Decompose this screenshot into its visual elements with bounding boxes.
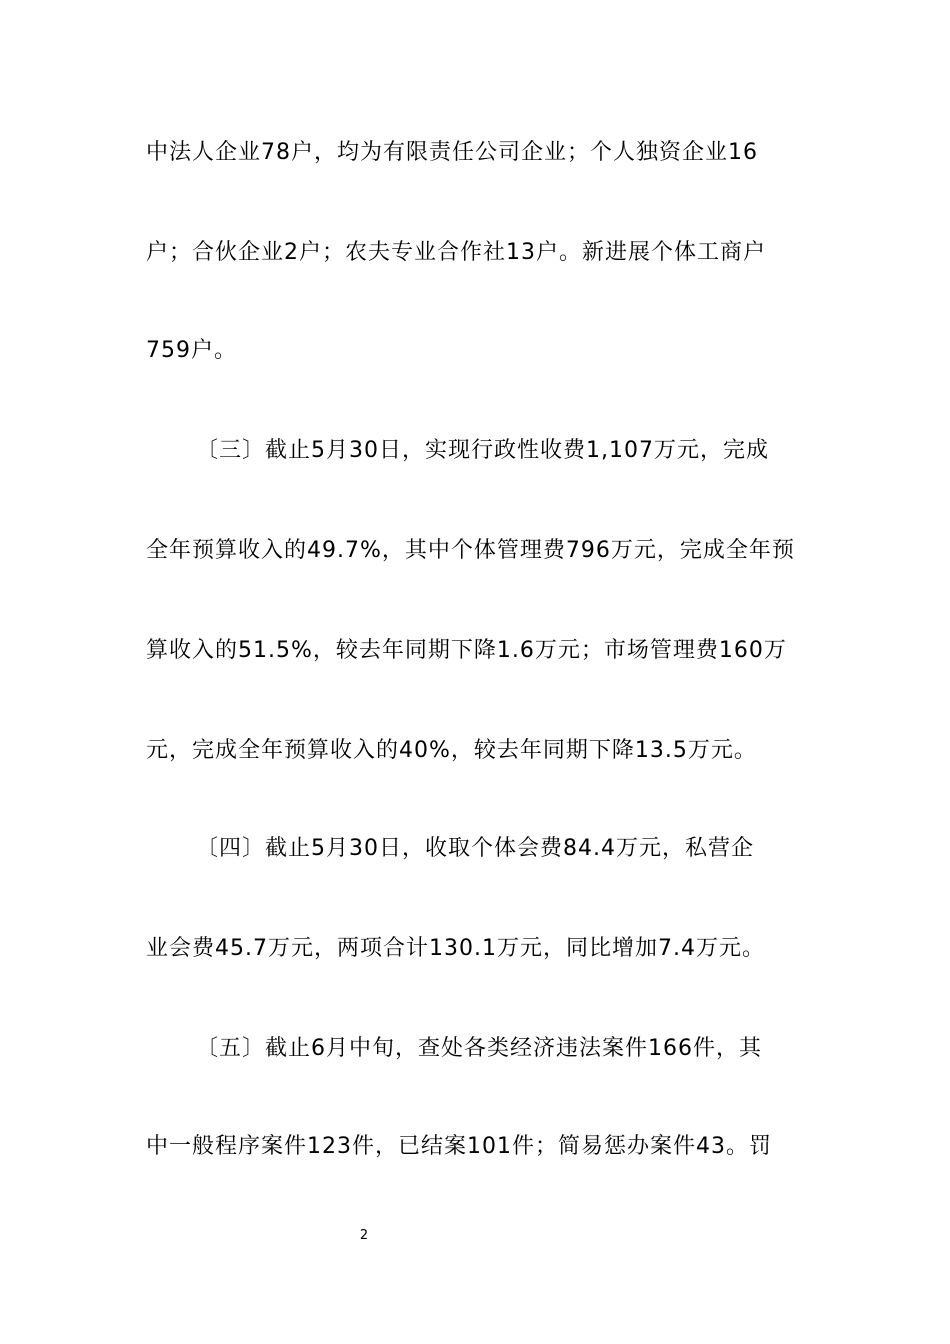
text-line-3: 759户。: [146, 338, 237, 363]
text-line-4: 〔三〕截止5月30日，实现行政性收费1,107万元，完成: [196, 438, 769, 463]
text-line-1: 中法人企业78户，均为有限责任公司企业；个人独资企业16: [146, 140, 758, 165]
text-line-10: 〔五〕截止6月中旬，查处各类经济违法案件166件，其: [196, 1036, 762, 1061]
text-line-6: 算收入的51.5%，较去年同期下降1.6万元；市场管理费160万: [146, 638, 787, 663]
text-line-11: 中一般程序案件123件，已结案101件；简易惩办案件43。罚: [146, 1134, 772, 1159]
text-line-7: 元，完成全年预算收入的40%，较去年同期下降13.5万元。: [146, 738, 757, 763]
text-line-9: 业会费45.7万元，两项合计130.1万元，同比增加7.4万元。: [146, 936, 765, 961]
text-line-5: 全年预算收入的49.7%，其中个体管理费796万元，完成全年预: [146, 538, 795, 563]
text-line-8: 〔四〕截止5月30日，收取个体会费84.4万元，私营企: [196, 836, 754, 861]
page-number: 2: [359, 1228, 369, 1243]
text-line-2: 户；合伙企业2户；农夫专业合作社13户。新进展个体工商户: [146, 240, 766, 265]
